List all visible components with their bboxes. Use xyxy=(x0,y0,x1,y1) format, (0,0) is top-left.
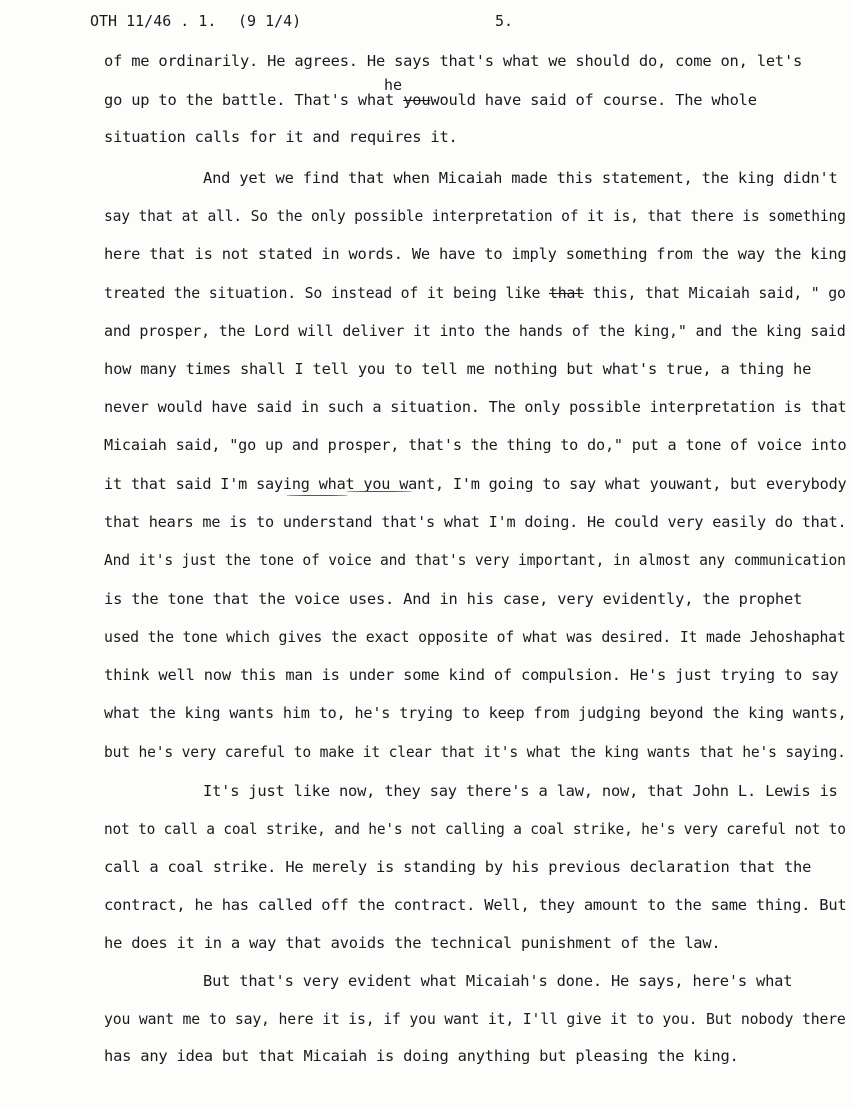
inserted-word: he xyxy=(384,76,403,94)
line7-suffix: this, that Micaiah said, " go xyxy=(592,284,846,302)
handwritten-underline-2 xyxy=(346,491,412,492)
text-line-12: it that said I'm saying what you want, I'm going to say what youwant, but everybody xyxy=(104,475,847,493)
text-line-19: but he's very careful to make it clear that it's what the king wants that he's saying. xyxy=(104,743,846,761)
text-line-9: how many times shall I tell you to tell me nothing but what's true, a thing he xyxy=(104,360,812,378)
line2-prefix: go up to the battle. That's what xyxy=(104,91,404,109)
struck-word-that: that xyxy=(549,284,584,302)
text-line-5: say that at all. So the only possible interpretation of it is, that there is something xyxy=(104,207,846,225)
line2-suffix: would have said of course. The whole xyxy=(430,91,757,109)
text-line-24: he does it in a way that avoids the technical punishment of the law. xyxy=(104,934,721,952)
text-line-18: what the king wants him to, he's trying to keep from judging beyond the king wants, xyxy=(104,704,847,722)
text-line-25: But that's very evident what Micaiah's done. He says, here's what xyxy=(203,972,793,990)
text-line-6: here that is not stated in words. We have to imply something from the way the king xyxy=(104,245,847,263)
text-line-27: has any idea but that Micaiah is doing anything but pleasing the king. xyxy=(104,1047,739,1065)
text-line-22: call a coal strike. He merely is standing by his previous declaration that the xyxy=(104,858,812,876)
text-line-23: contract, he has called off the contract. Well, they amount to the same thing. But xyxy=(104,896,847,914)
text-line-15: is the tone that the voice uses. And in his case, very evidently, the prophet xyxy=(104,590,803,608)
document-id: OTH 11/46 . 1. xyxy=(90,12,217,30)
text-line-14: And it's just the tone of voice and that's very important, in almost any communication xyxy=(104,551,846,569)
handwritten-underline xyxy=(286,495,348,496)
page-number: 5. xyxy=(495,12,514,30)
text-line-16: used the tone which gives the exact opposite of what was desired. It made Jehoshaphat xyxy=(104,628,846,646)
fraction-label: (9 1/4) xyxy=(238,12,302,30)
text-line-8: and prosper, the Lord will deliver it into the hands of the king," and the king said xyxy=(104,322,846,340)
text-line-11: Micaiah said, "go up and prosper, that's the thing to do," put a tone of voice into xyxy=(104,436,847,454)
text-line-4: And yet we find that when Micaiah made this statement, the king didn't xyxy=(203,169,838,187)
text-line-7 xyxy=(104,284,846,302)
struck-word: you xyxy=(403,91,431,109)
text-line-21: not to call a coal strike, and he's not calling a coal strike, he's very careful not to xyxy=(104,820,846,838)
text-line-3: situation calls for it and requires it. xyxy=(104,128,458,146)
text-line-2 xyxy=(104,91,757,109)
line7-prefix: treated the situation. So instead of it being like xyxy=(104,284,541,302)
text-line-17: think well now this man is under some kind of compulsion. He's just trying to say xyxy=(104,666,839,684)
text-line-10: never would have said in such a situation. The only possible interpretation is that xyxy=(104,398,847,416)
text-line-20: It's just like now, they say there's a law, now, that John L. Lewis is xyxy=(203,782,838,800)
text-line-13: that hears me is to understand that's what I'm doing. He could very easily do that. xyxy=(104,513,847,531)
text-line-1: of me ordinarily. He agrees. He says that's what we should do, come on, let's xyxy=(104,52,803,70)
text-line-26: you want me to say, here it is, if you want it, I'll give it to you. But nobody there xyxy=(104,1010,846,1028)
